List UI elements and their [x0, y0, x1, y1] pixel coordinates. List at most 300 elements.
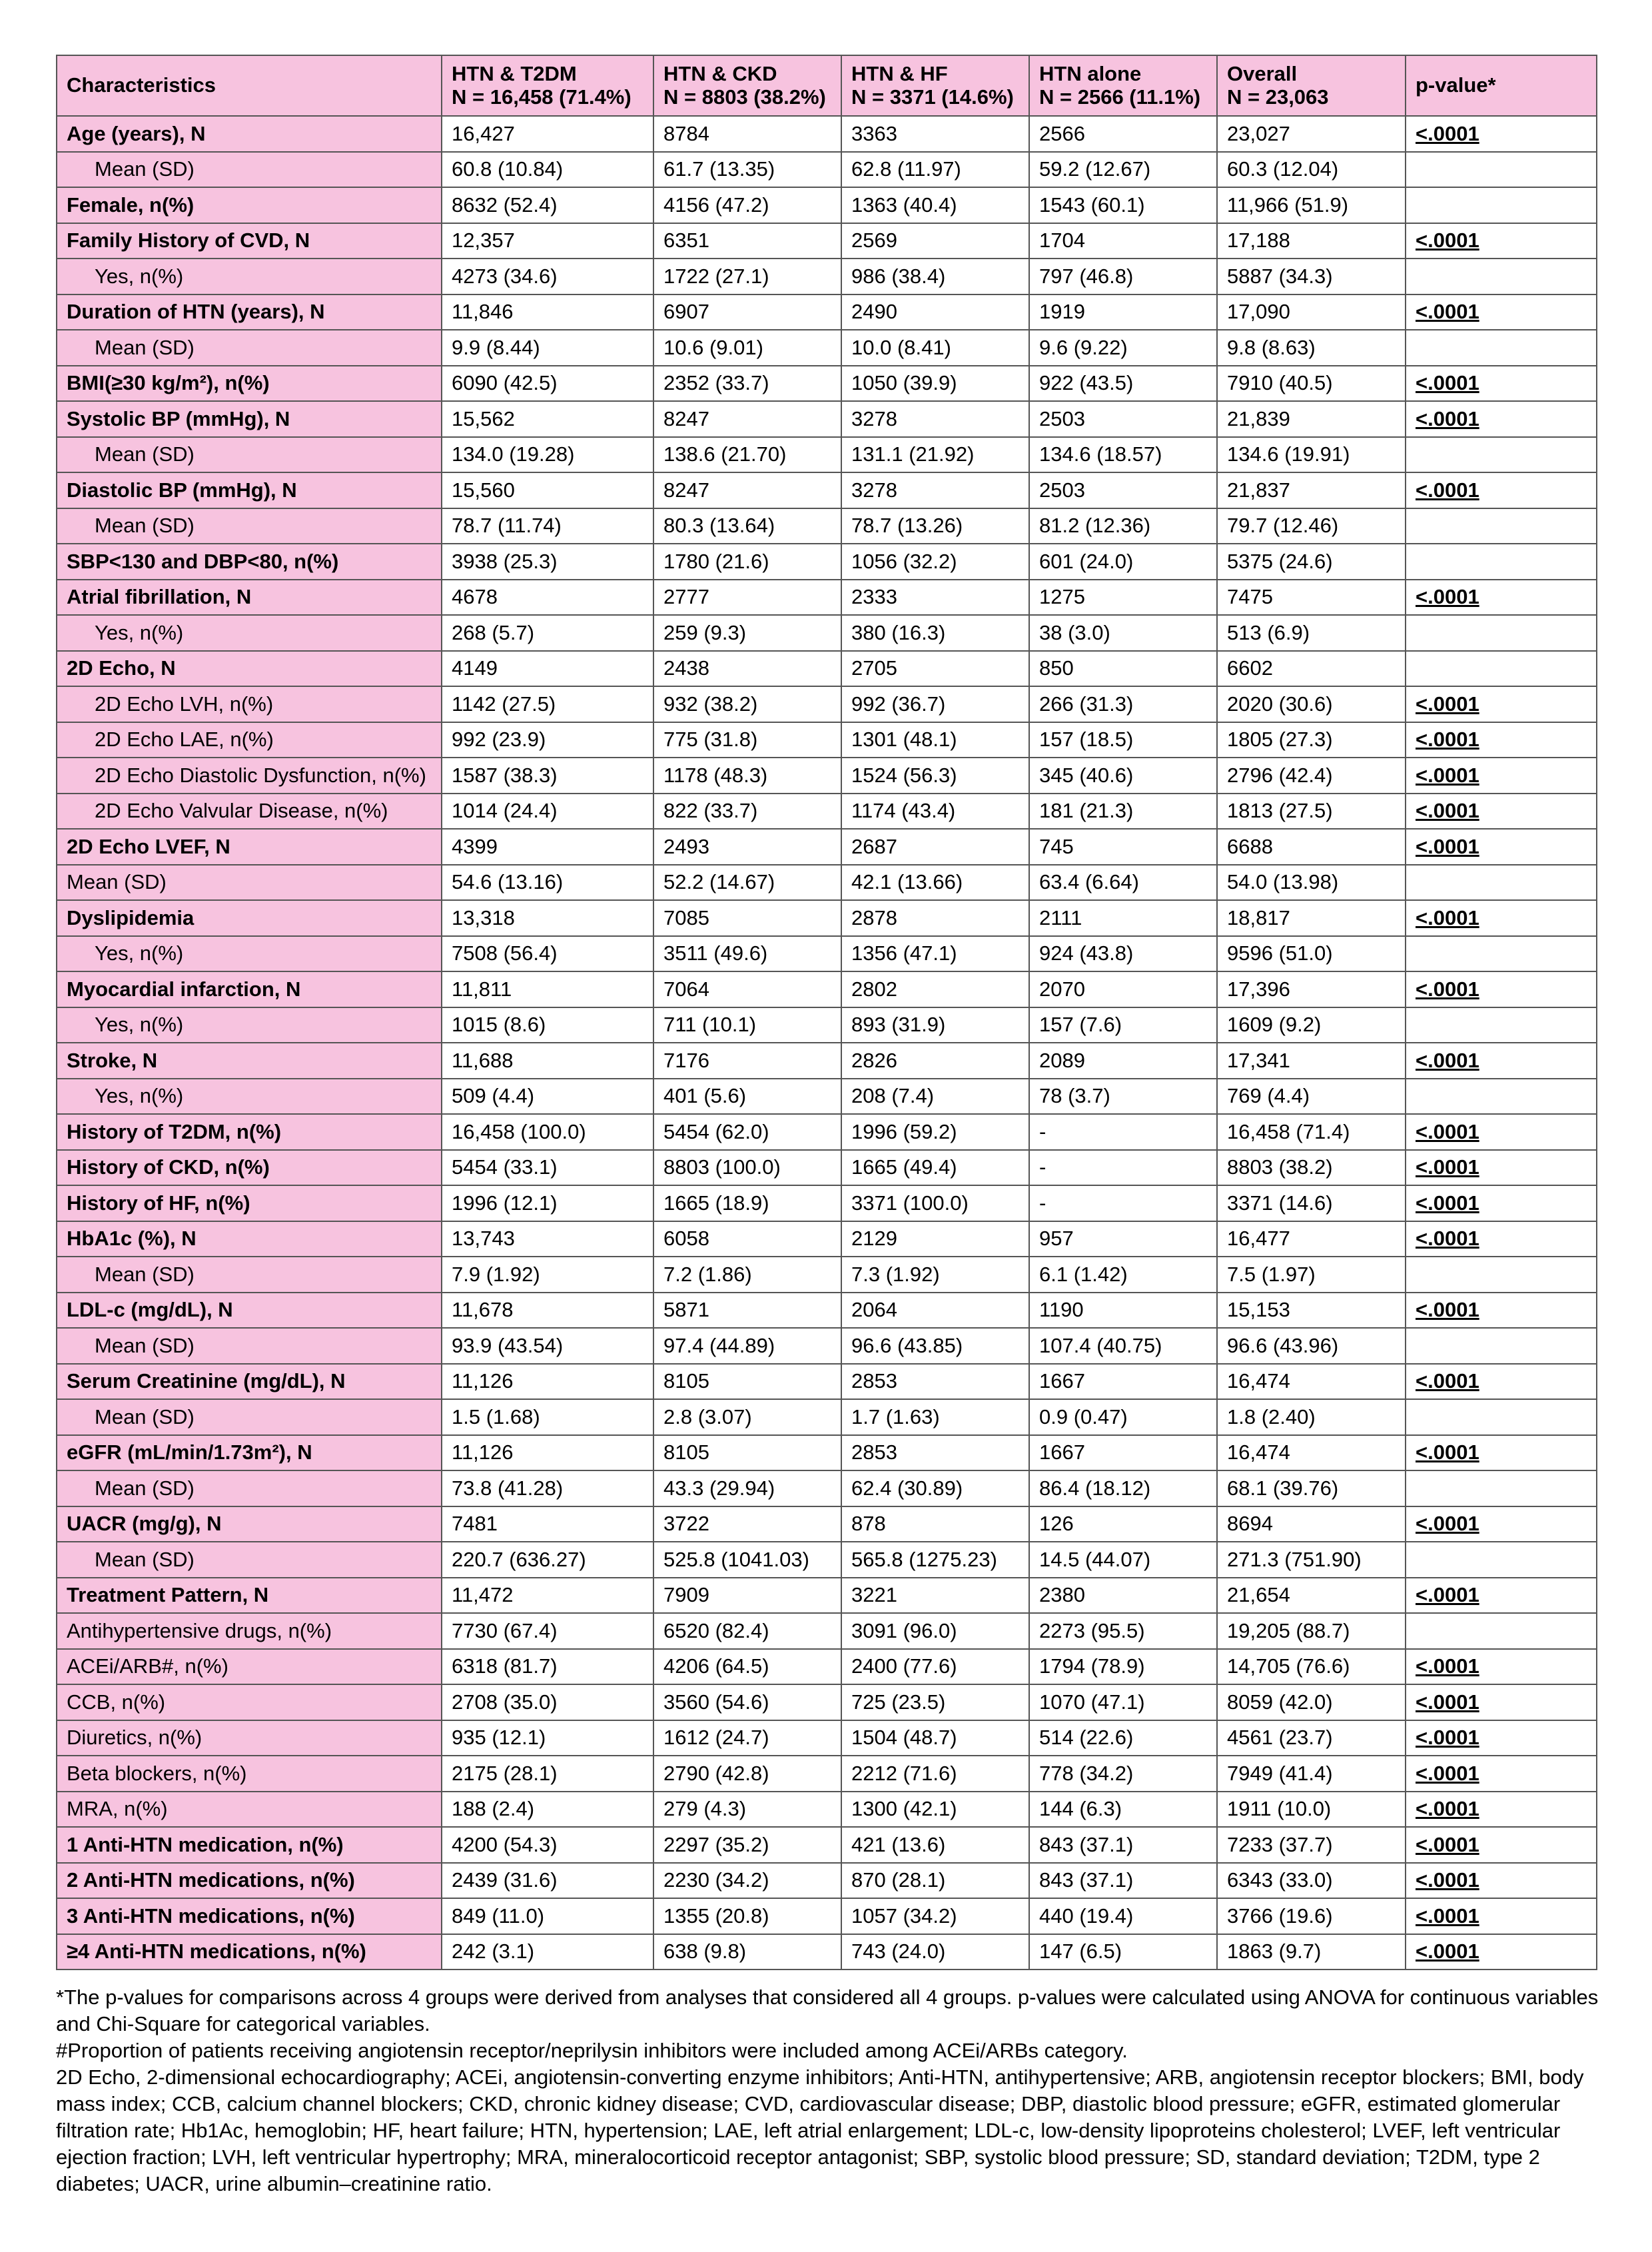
p-value-cell [1406, 651, 1597, 687]
characteristic-cell: Family History of CVD, N [57, 223, 442, 259]
table-row [57, 1934, 1597, 1970]
htn-ckd-cell: 97.4 (44.89) [653, 1328, 841, 1364]
characteristic-cell: UACR (mg/g), N [57, 1506, 442, 1542]
htn-hf-cell: 992 (36.7) [841, 686, 1029, 722]
p-value-cell: <.0001 [1406, 794, 1597, 830]
characteristic-cell: 2D Echo Valvular Disease, n(%) [57, 794, 442, 830]
p-value-cell: <.0001 [1406, 294, 1597, 330]
overall-cell: 7.5 (1.97) [1217, 1257, 1406, 1293]
htn-hf-cell: 1504 (48.7) [841, 1720, 1029, 1756]
htn-ckd-cell: 52.2 (14.67) [653, 865, 841, 901]
htn-t2dm-cell: 4149 [442, 651, 653, 687]
p-value-cell [1406, 330, 1597, 366]
htn-hf-cell: 10.0 (8.41) [841, 330, 1029, 366]
overall-cell: 16,477 [1217, 1221, 1406, 1257]
htn-ckd-cell: 7.2 (1.86) [653, 1257, 841, 1293]
htn-t2dm-cell: 2439 (31.6) [442, 1863, 653, 1899]
p-value-cell: <.0001 [1406, 1364, 1597, 1400]
htn-hf-cell: 1665 (49.4) [841, 1150, 1029, 1186]
table-row [57, 615, 1597, 651]
htn-hf-cell: 1174 (43.4) [841, 794, 1029, 830]
characteristic-cell: Mean (SD) [57, 508, 442, 544]
htn-hf-cell: 2853 [841, 1364, 1029, 1400]
p-value-cell [1406, 437, 1597, 473]
htn-ckd-cell: 2438 [653, 651, 841, 687]
htn-hf-cell: 743 (24.0) [841, 1934, 1029, 1970]
header-p-value [1406, 55, 1597, 116]
overall-cell: 21,839 [1217, 401, 1406, 437]
htn-t2dm-cell: 13,318 [442, 900, 653, 936]
htn-ckd-cell: 279 (4.3) [653, 1792, 841, 1828]
table-row [57, 1684, 1597, 1720]
htn-ckd-cell: 2297 (35.2) [653, 1827, 841, 1863]
overall-cell: 1813 (27.5) [1217, 794, 1406, 830]
p-value-cell: <.0001 [1406, 1720, 1597, 1756]
table-body [57, 116, 1597, 1970]
p-value-cell: <.0001 [1406, 1756, 1597, 1792]
p-value-cell [1406, 1399, 1597, 1435]
overall-cell: 16,474 [1217, 1435, 1406, 1471]
overall-cell: 21,837 [1217, 472, 1406, 508]
table-row [57, 116, 1597, 152]
htn-hf-cell: 2687 [841, 829, 1029, 865]
htn-ckd-cell: 2493 [653, 829, 841, 865]
p-value-cell: <.0001 [1406, 1578, 1597, 1614]
p-value-cell [1406, 1079, 1597, 1115]
table-row [57, 508, 1597, 544]
htn-ckd-cell: 2790 (42.8) [653, 1756, 841, 1792]
htn-hf-cell: 870 (28.1) [841, 1863, 1029, 1899]
overall-cell: 9.8 (8.63) [1217, 330, 1406, 366]
htn-alone-cell: 797 (46.8) [1029, 259, 1217, 294]
htn-ckd-cell: 61.7 (13.35) [653, 152, 841, 188]
characteristic-cell: Serum Creatinine (mg/dL), N [57, 1364, 442, 1400]
htn-ckd-cell: 8784 [653, 116, 841, 152]
htn-t2dm-cell: 8632 (52.4) [442, 187, 653, 223]
htn-t2dm-cell: 11,126 [442, 1364, 653, 1400]
htn-t2dm-cell: 5454 (33.1) [442, 1150, 653, 1186]
htn-ckd-cell: 711 (10.1) [653, 1007, 841, 1043]
overall-cell: 1911 (10.0) [1217, 1792, 1406, 1828]
htn-t2dm-cell: 11,846 [442, 294, 653, 330]
overall-cell: 2796 (42.4) [1217, 758, 1406, 794]
htn-hf-cell: 421 (13.6) [841, 1827, 1029, 1863]
table-row [57, 1150, 1597, 1186]
htn-t2dm-cell: 7730 (67.4) [442, 1613, 653, 1649]
htn-hf-cell: 78.7 (13.26) [841, 508, 1029, 544]
htn-alone-cell: 1919 [1029, 294, 1217, 330]
header-htn-ckd [653, 55, 841, 116]
htn-t2dm-cell: 3938 (25.3) [442, 544, 653, 580]
htn-alone-cell: 2503 [1029, 401, 1217, 437]
characteristic-cell: History of T2DM, n(%) [57, 1114, 442, 1150]
characteristic-cell: 1 Anti-HTN medication, n(%) [57, 1827, 442, 1863]
table-row [57, 794, 1597, 830]
p-value-cell: <.0001 [1406, 1863, 1597, 1899]
overall-cell: 8803 (38.2) [1217, 1150, 1406, 1186]
table-row [57, 1827, 1597, 1863]
htn-hf-cell: 2490 [841, 294, 1029, 330]
overall-cell: 2020 (30.6) [1217, 686, 1406, 722]
overall-cell: 3766 (19.6) [1217, 1898, 1406, 1934]
p-value-cell: <.0001 [1406, 971, 1597, 1007]
characteristic-cell: Yes, n(%) [57, 1079, 442, 1115]
htn-hf-cell: 725 (23.5) [841, 1684, 1029, 1720]
table-row [57, 1185, 1597, 1221]
htn-alone-cell: 2503 [1029, 472, 1217, 508]
p-value-cell [1406, 1257, 1597, 1293]
htn-alone-cell: - [1029, 1185, 1217, 1221]
characteristic-cell: Yes, n(%) [57, 615, 442, 651]
characteristic-cell: Mean (SD) [57, 865, 442, 901]
htn-alone-cell: 181 (21.3) [1029, 794, 1217, 830]
htn-ckd-cell: 7176 [653, 1043, 841, 1079]
footnotes [56, 1984, 1601, 2197]
characteristic-cell: 2D Echo LVH, n(%) [57, 686, 442, 722]
characteristic-cell: Mean (SD) [57, 330, 442, 366]
htn-t2dm-cell: 11,811 [442, 971, 653, 1007]
htn-t2dm-cell: 6318 (81.7) [442, 1649, 653, 1685]
htn-t2dm-cell: 54.6 (13.16) [442, 865, 653, 901]
overall-cell: 16,474 [1217, 1364, 1406, 1400]
characteristic-cell: Stroke, N [57, 1043, 442, 1079]
overall-cell: 17,341 [1217, 1043, 1406, 1079]
baseline-characteristics-table [56, 55, 1597, 1970]
p-value-cell [1406, 152, 1597, 188]
table-row [57, 1079, 1597, 1115]
htn-alone-cell: 157 (7.6) [1029, 1007, 1217, 1043]
characteristic-cell: Systolic BP (mmHg), N [57, 401, 442, 437]
characteristic-cell: Mean (SD) [57, 1257, 442, 1293]
htn-hf-cell: 1356 (47.1) [841, 936, 1029, 972]
p-value-cell [1406, 1470, 1597, 1506]
htn-t2dm-cell: 16,458 (100.0) [442, 1114, 653, 1150]
p-value-cell [1406, 544, 1597, 580]
htn-alone-cell: 78 (3.7) [1029, 1079, 1217, 1115]
p-value-cell: <.0001 [1406, 686, 1597, 722]
htn-hf-cell: 3363 [841, 116, 1029, 152]
htn-t2dm-cell: 4678 [442, 580, 653, 616]
htn-t2dm-cell: 6090 (42.5) [442, 366, 653, 402]
table-row [57, 1542, 1597, 1578]
overall-cell: 271.3 (751.90) [1217, 1542, 1406, 1578]
overall-cell: 19,205 (88.7) [1217, 1613, 1406, 1649]
overall-cell: 21,654 [1217, 1578, 1406, 1614]
overall-cell: 14,705 (76.6) [1217, 1649, 1406, 1685]
characteristic-cell: ≥4 Anti-HTN medications, n(%) [57, 1934, 442, 1970]
table-row [57, 1435, 1597, 1471]
overall-cell: 5887 (34.3) [1217, 259, 1406, 294]
table-row [57, 1649, 1597, 1685]
p-value-cell: <.0001 [1406, 401, 1597, 437]
htn-hf-cell: 208 (7.4) [841, 1079, 1029, 1115]
htn-alone-cell: 134.6 (18.57) [1029, 437, 1217, 473]
htn-ckd-cell: 7909 [653, 1578, 841, 1614]
characteristic-cell: Mean (SD) [57, 152, 442, 188]
htn-hf-cell: 2400 (77.6) [841, 1649, 1029, 1685]
htn-ckd-cell: 8803 (100.0) [653, 1150, 841, 1186]
htn-t2dm-cell: 12,357 [442, 223, 653, 259]
htn-alone-cell: 0.9 (0.47) [1029, 1399, 1217, 1435]
p-value-cell: <.0001 [1406, 1185, 1597, 1221]
htn-hf-cell: 2129 [841, 1221, 1029, 1257]
overall-cell: 6602 [1217, 651, 1406, 687]
htn-hf-cell: 2826 [841, 1043, 1029, 1079]
htn-alone-cell: 107.4 (40.75) [1029, 1328, 1217, 1364]
table-row [57, 544, 1597, 580]
overall-cell: 6688 [1217, 829, 1406, 865]
characteristic-cell: Mean (SD) [57, 1399, 442, 1435]
htn-hf-cell: 2569 [841, 223, 1029, 259]
htn-alone-cell: 2380 [1029, 1578, 1217, 1614]
htn-ckd-cell: 4156 (47.2) [653, 187, 841, 223]
htn-hf-cell: 3371 (100.0) [841, 1185, 1029, 1221]
htn-alone-cell: 922 (43.5) [1029, 366, 1217, 402]
htn-t2dm-cell: 1.5 (1.68) [442, 1399, 653, 1435]
p-value-cell [1406, 936, 1597, 972]
overall-cell: 7475 [1217, 580, 1406, 616]
p-value-cell: <.0001 [1406, 829, 1597, 865]
overall-cell: 7910 (40.5) [1217, 366, 1406, 402]
htn-ckd-cell: 6520 (82.4) [653, 1613, 841, 1649]
header-sub: N = 8803 (38.2%) [663, 85, 826, 109]
header-title: Overall [1227, 62, 1298, 86]
table-row [57, 1613, 1597, 1649]
table-row [57, 294, 1597, 330]
header-title: HTN alone [1039, 62, 1142, 86]
table-row [57, 1114, 1597, 1150]
header-characteristics [57, 55, 442, 116]
htn-t2dm-cell: 11,678 [442, 1293, 653, 1329]
overall-cell: 15,153 [1217, 1293, 1406, 1329]
table-row [57, 971, 1597, 1007]
htn-hf-cell: 2212 (71.6) [841, 1756, 1029, 1792]
htn-t2dm-cell: 7508 (56.4) [442, 936, 653, 972]
htn-ckd-cell: 7064 [653, 971, 841, 1007]
htn-alone-cell: 745 [1029, 829, 1217, 865]
htn-alone-cell: 1704 [1029, 223, 1217, 259]
characteristic-cell: Diuretics, n(%) [57, 1720, 442, 1756]
htn-alone-cell: - [1029, 1114, 1217, 1150]
header-title: p-value* [1416, 73, 1496, 97]
htn-ckd-cell: 3722 [653, 1506, 841, 1542]
overall-cell: 96.6 (43.96) [1217, 1328, 1406, 1364]
header-sub: N = 23,063 [1227, 85, 1329, 109]
overall-cell: 769 (4.4) [1217, 1079, 1406, 1115]
table-row [57, 437, 1597, 473]
htn-alone-cell: 957 [1029, 1221, 1217, 1257]
htn-alone-cell: 440 (19.4) [1029, 1898, 1217, 1934]
p-value-cell: <.0001 [1406, 223, 1597, 259]
htn-t2dm-cell: 849 (11.0) [442, 1898, 653, 1934]
overall-cell: 3371 (14.6) [1217, 1185, 1406, 1221]
htn-hf-cell: 1363 (40.4) [841, 187, 1029, 223]
p-value-cell [1406, 259, 1597, 294]
htn-ckd-cell: 10.6 (9.01) [653, 330, 841, 366]
htn-t2dm-cell: 134.0 (19.28) [442, 437, 653, 473]
characteristic-cell: 2D Echo LAE, n(%) [57, 722, 442, 758]
htn-alone-cell: 63.4 (6.64) [1029, 865, 1217, 901]
htn-ckd-cell: 1178 (48.3) [653, 758, 841, 794]
htn-ckd-cell: 2.8 (3.07) [653, 1399, 841, 1435]
table-row [57, 936, 1597, 972]
htn-t2dm-cell: 2708 (35.0) [442, 1684, 653, 1720]
htn-hf-cell: 131.1 (21.92) [841, 437, 1029, 473]
htn-alone-cell: 126 [1029, 1506, 1217, 1542]
table-row [57, 1863, 1597, 1899]
htn-t2dm-cell: 11,126 [442, 1435, 653, 1471]
htn-t2dm-cell: 4200 (54.3) [442, 1827, 653, 1863]
overall-cell: 54.0 (13.98) [1217, 865, 1406, 901]
overall-cell: 17,090 [1217, 294, 1406, 330]
header-title: HTN & T2DM [452, 62, 577, 86]
htn-hf-cell: 1.7 (1.63) [841, 1399, 1029, 1435]
characteristic-cell: Yes, n(%) [57, 1007, 442, 1043]
characteristic-cell: BMI(≥30 kg/m²), n(%) [57, 366, 442, 402]
htn-alone-cell: 147 (6.5) [1029, 1934, 1217, 1970]
htn-hf-cell: 893 (31.9) [841, 1007, 1029, 1043]
htn-ckd-cell: 6351 [653, 223, 841, 259]
characteristic-cell: eGFR (mL/min/1.73m²), N [57, 1435, 442, 1471]
table-row [57, 829, 1597, 865]
htn-ckd-cell: 822 (33.7) [653, 794, 841, 830]
characteristic-cell: 2D Echo, N [57, 651, 442, 687]
htn-ckd-cell: 638 (9.8) [653, 1934, 841, 1970]
characteristic-cell: History of HF, n(%) [57, 1185, 442, 1221]
table-row [57, 1257, 1597, 1293]
characteristic-cell: Atrial fibrillation, N [57, 580, 442, 616]
table-row [57, 1043, 1597, 1079]
p-value-cell: <.0001 [1406, 116, 1597, 152]
htn-hf-cell: 1300 (42.1) [841, 1792, 1029, 1828]
htn-alone-cell: 514 (22.6) [1029, 1720, 1217, 1756]
header-htn-hf [841, 55, 1029, 116]
table-row [57, 472, 1597, 508]
htn-alone-cell: - [1029, 1150, 1217, 1186]
htn-alone-cell: 266 (31.3) [1029, 686, 1217, 722]
overall-cell: 23,027 [1217, 116, 1406, 152]
table-row [57, 1364, 1597, 1400]
table-row [57, 580, 1597, 616]
p-value-cell: <.0001 [1406, 472, 1597, 508]
overall-cell: 8059 (42.0) [1217, 1684, 1406, 1720]
p-value-cell: <.0001 [1406, 900, 1597, 936]
characteristic-cell: CCB, n(%) [57, 1684, 442, 1720]
p-value-cell [1406, 1328, 1597, 1364]
footnote-pvalue: *The p-values for comparisons across 4 groups were derived from analyses that considered all 4 groups. p-values were calculated using ANOVA for continuous variables and Chi-Square for categorical variables. [56, 1985, 1599, 2035]
p-value-cell: <.0001 [1406, 722, 1597, 758]
htn-alone-cell: 345 (40.6) [1029, 758, 1217, 794]
p-value-cell [1406, 187, 1597, 223]
htn-ckd-cell: 1722 (27.1) [653, 259, 841, 294]
htn-alone-cell: 778 (34.2) [1029, 1756, 1217, 1792]
htn-ckd-cell: 932 (38.2) [653, 686, 841, 722]
htn-t2dm-cell: 13,743 [442, 1221, 653, 1257]
htn-ckd-cell: 6907 [653, 294, 841, 330]
overall-cell: 7949 (41.4) [1217, 1756, 1406, 1792]
htn-ckd-cell: 8247 [653, 472, 841, 508]
htn-ckd-cell: 4206 (64.5) [653, 1649, 841, 1685]
p-value-cell [1406, 1007, 1597, 1043]
htn-t2dm-cell: 509 (4.4) [442, 1079, 653, 1115]
p-value-cell: <.0001 [1406, 758, 1597, 794]
characteristic-cell: ACEi/ARB#, n(%) [57, 1649, 442, 1685]
characteristic-cell: Age (years), N [57, 116, 442, 152]
htn-ckd-cell: 8105 [653, 1435, 841, 1471]
htn-t2dm-cell: 7481 [442, 1506, 653, 1542]
p-value-cell: <.0001 [1406, 1114, 1597, 1150]
htn-t2dm-cell: 4399 [442, 829, 653, 865]
htn-alone-cell: 1190 [1029, 1293, 1217, 1329]
overall-cell: 8694 [1217, 1506, 1406, 1542]
htn-ckd-cell: 2777 [653, 580, 841, 616]
htn-ckd-cell: 525.8 (1041.03) [653, 1542, 841, 1578]
htn-alone-cell: 144 (6.3) [1029, 1792, 1217, 1828]
htn-t2dm-cell: 220.7 (636.27) [442, 1542, 653, 1578]
htn-alone-cell: 2566 [1029, 116, 1217, 152]
htn-t2dm-cell: 1015 (8.6) [442, 1007, 653, 1043]
htn-hf-cell: 96.6 (43.85) [841, 1328, 1029, 1364]
overall-cell: 79.7 (12.46) [1217, 508, 1406, 544]
header-title: HTN & CKD [663, 62, 777, 86]
p-value-cell: <.0001 [1406, 1934, 1597, 1970]
table-row [57, 1720, 1597, 1756]
htn-hf-cell: 380 (16.3) [841, 615, 1029, 651]
p-value-cell: <.0001 [1406, 1221, 1597, 1257]
htn-t2dm-cell: 11,472 [442, 1578, 653, 1614]
htn-ckd-cell: 1665 (18.9) [653, 1185, 841, 1221]
overall-cell: 513 (6.9) [1217, 615, 1406, 651]
table-row [57, 1470, 1597, 1506]
htn-t2dm-cell: 16,427 [442, 116, 653, 152]
htn-ckd-cell: 8105 [653, 1364, 841, 1400]
htn-hf-cell: 1057 (34.2) [841, 1898, 1029, 1934]
characteristic-cell: Myocardial infarction, N [57, 971, 442, 1007]
p-value-cell: <.0001 [1406, 1506, 1597, 1542]
htn-alone-cell: 1275 [1029, 580, 1217, 616]
htn-hf-cell: 3221 [841, 1578, 1029, 1614]
table-row [57, 366, 1597, 402]
htn-hf-cell: 62.8 (11.97) [841, 152, 1029, 188]
htn-ckd-cell: 1780 (21.6) [653, 544, 841, 580]
htn-alone-cell: 157 (18.5) [1029, 722, 1217, 758]
header-title: Characteristics [67, 73, 216, 97]
overall-cell: 16,458 (71.4) [1217, 1114, 1406, 1150]
htn-alone-cell: 81.2 (12.36) [1029, 508, 1217, 544]
table-row [57, 223, 1597, 259]
htn-ckd-cell: 8247 [653, 401, 841, 437]
htn-t2dm-cell: 73.8 (41.28) [442, 1470, 653, 1506]
htn-ckd-cell: 6058 [653, 1221, 841, 1257]
htn-t2dm-cell: 93.9 (43.54) [442, 1328, 653, 1364]
table-row [57, 1007, 1597, 1043]
overall-cell: 68.1 (39.76) [1217, 1470, 1406, 1506]
characteristic-cell: HbA1c (%), N [57, 1221, 442, 1257]
table-row [57, 1506, 1597, 1542]
htn-hf-cell: 565.8 (1275.23) [841, 1542, 1029, 1578]
htn-alone-cell: 1667 [1029, 1364, 1217, 1400]
table-row [57, 1898, 1597, 1934]
overall-cell: 6343 (33.0) [1217, 1863, 1406, 1899]
p-value-cell: <.0001 [1406, 1649, 1597, 1685]
table-row [57, 758, 1597, 794]
p-value-cell [1406, 865, 1597, 901]
table-row [57, 686, 1597, 722]
characteristic-cell: 3 Anti-HTN medications, n(%) [57, 1898, 442, 1934]
htn-ckd-cell: 43.3 (29.94) [653, 1470, 841, 1506]
htn-alone-cell: 9.6 (9.22) [1029, 330, 1217, 366]
characteristic-cell: 2D Echo LVEF, N [57, 829, 442, 865]
